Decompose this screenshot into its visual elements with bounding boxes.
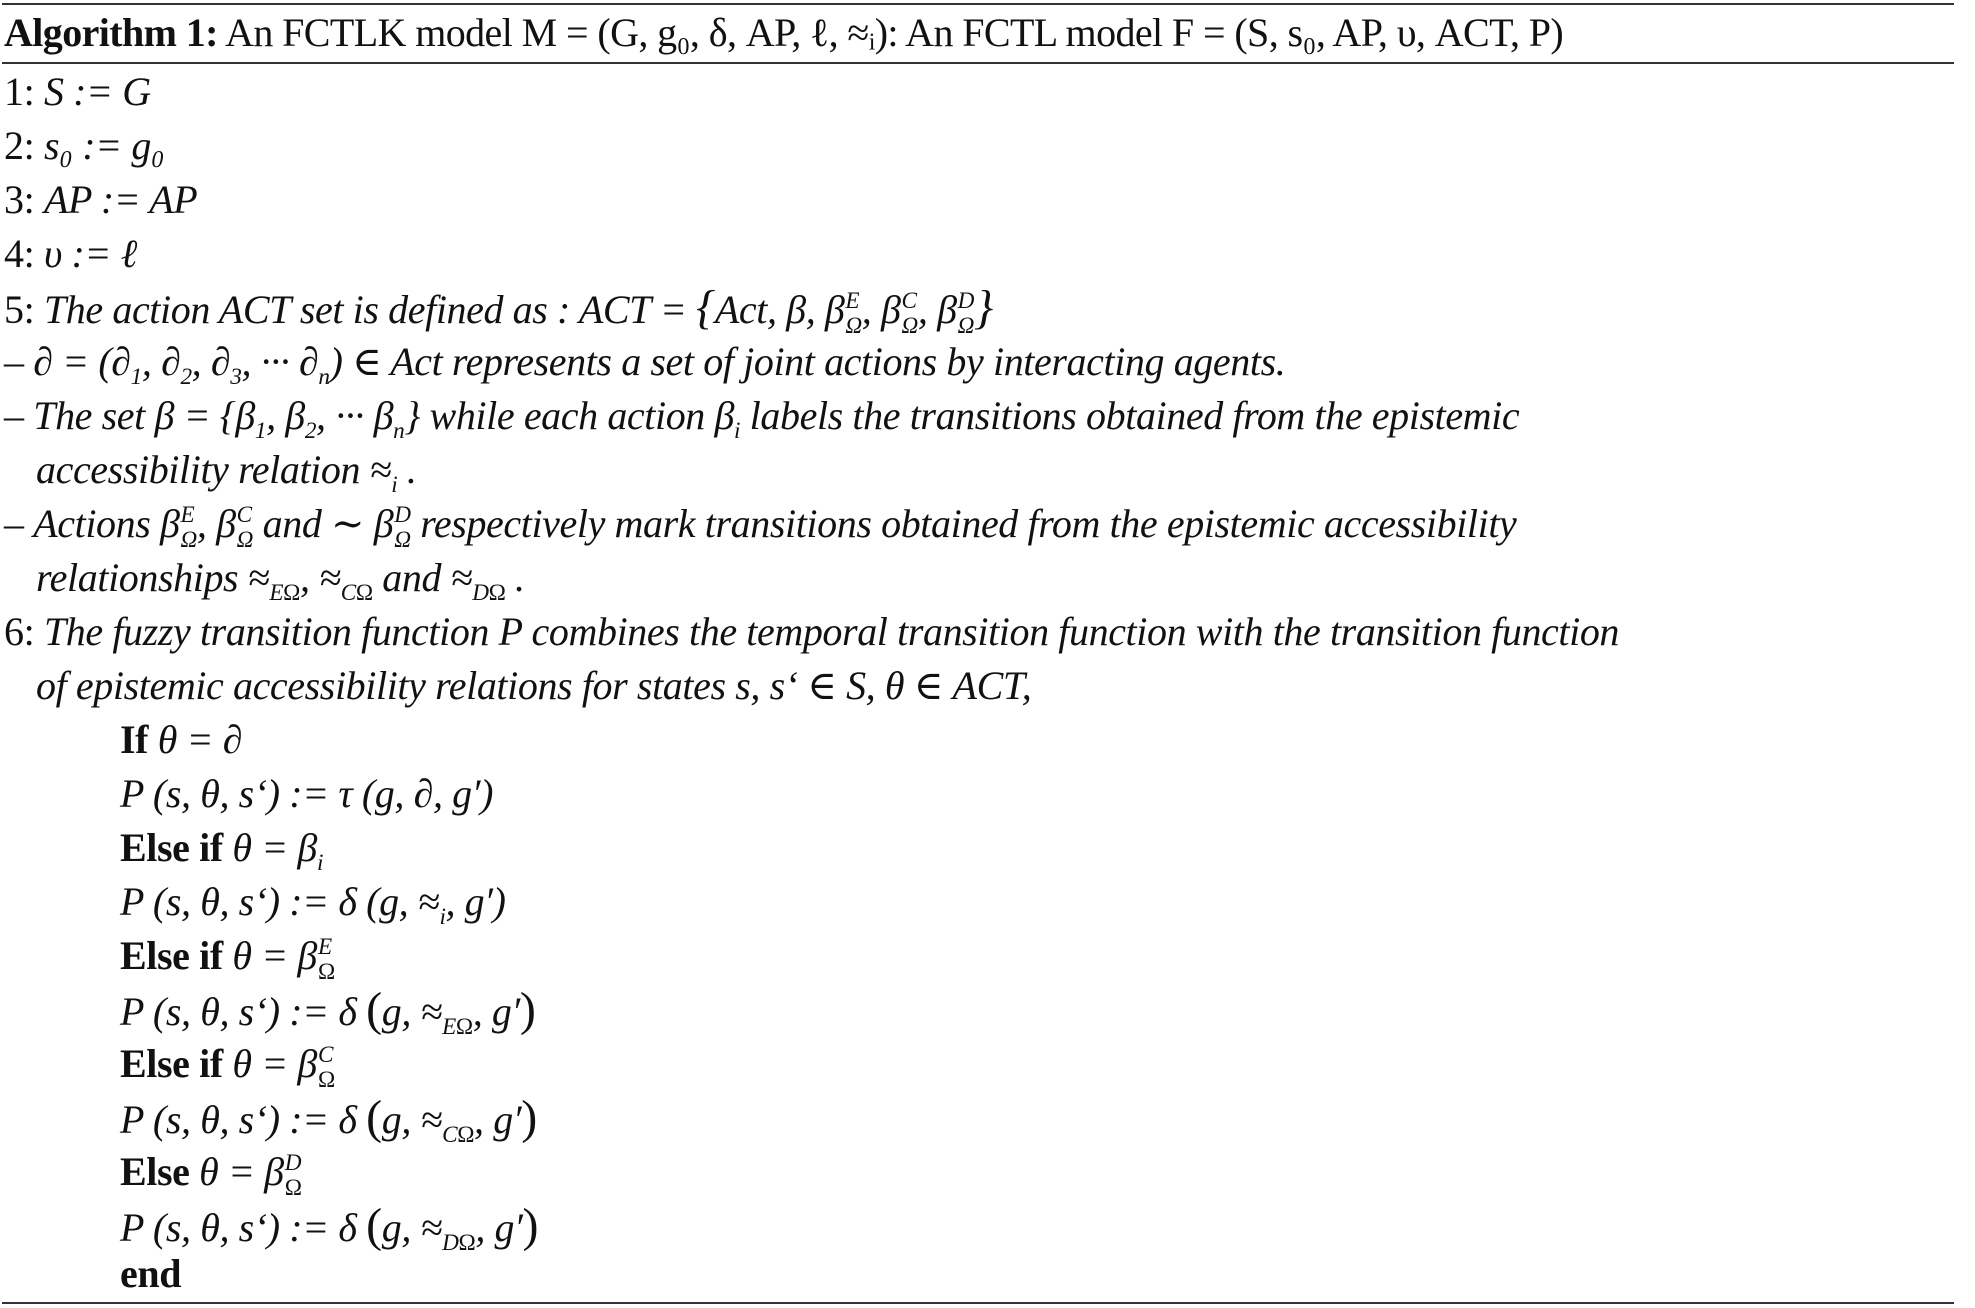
step-text: of epistemic accessibility relations for states s, s‘ ∈ S, θ ∈ ACT, [36,663,1032,708]
branch-condition: θ = β C Ω [232,1041,335,1093]
bullet-text: accessibility relation $\approx_i$ . [36,447,417,498]
keyword-else-if: Else if [120,1041,223,1086]
bullet-beta-set [4,389,1519,443]
top-rule [2,3,1954,5]
bottom-rule [2,1302,1954,1304]
bullet-joint-actions [4,335,1285,389]
step-6-cont [36,659,1031,713]
text-fragment: ) ∈ Act represents a set of joint actions by interacting agents. [329,339,1286,384]
step-1 [4,65,151,119]
step-number: 2: [4,123,35,168]
keyword-else: Else [120,1149,190,1194]
end-line [120,1247,181,1301]
assign-temporal: P (s, θ, s‘) := τ (g, ∂, g′) [120,771,494,816]
text-fragment: ∂ = (∂ [33,339,131,384]
algorithm-header [4,6,1964,60]
bullet-text: ∂ = ($\partial_1$, $\partial_2$, $\partial_3$, ··· $\partial_n$) ∈ Act represents a set of joint actions by interacting agents. [33,339,1286,390]
step-text: AP := AP [43,177,198,222]
assign-beta-i: P (s, θ, s‘) := δ (g, $\approx_i$, g′) [120,879,506,930]
text-fragment: The set β = {β [33,393,255,438]
assign-beta-e: P (s, θ, s‘) := δ (g, $\approx_{E\Omega}$, g′) [120,983,536,1040]
bullet-omega-actions-cont [36,551,525,605]
branch-condition: θ = β E Ω [232,933,335,985]
branch-else-if-beta-e [120,929,335,984]
branch-else-beta-d [120,1145,302,1200]
step-3 [4,173,197,227]
branch-else-if-beta-c [120,1037,335,1092]
step-text: υ := ℓ [43,231,137,276]
text-fragment: } while each action β [404,393,735,438]
branch-if [120,713,242,767]
step-text: s₀ := g₀ [43,123,165,168]
assign-beta-d: P (s, θ, s‘) := δ (g, $\approx_{D\Omega}$, g′) [120,1199,539,1256]
branch-condition: $\theta = \beta_i$ [232,825,323,876]
bullet-dash: – [4,501,24,546]
step-text: The action ACT set is defined as : ACT = {Act, β, β E Ω , β C Ω , β D Ω } [43,281,993,339]
keyword-else-if: Else if [120,825,223,870]
text-fragment: labels the transitions obtained from the epistemic [740,393,1520,438]
text-fragment: Actions β [33,501,180,546]
step-text: S := G [43,69,151,114]
algorithm-label: Algorithm 1: [4,10,218,55]
text-fragment: respectively mark transitions obtained from the epistemic accessibility [410,501,1517,546]
bullet-text: Actions β E Ω , β C Ω and ∼ β D Ω respectively mark transitions obtained from the epistemic accessibility [33,501,1517,553]
bullet-dash: – [4,393,24,438]
branch-else-if-beta-i [120,821,323,875]
step-number: 4: [4,231,35,276]
algorithm-output: An FCTL model F = (S, s₀, AP, υ, ACT, P) [905,10,1564,55]
keyword-else-if: Else if [120,933,223,978]
text-fragment: relationships ≈ [36,555,270,600]
step-number: 1: [4,69,35,114]
algorithm-input: An FCTLK model M = (G, g₀, δ, AP, ℓ, ≈ᵢ): [225,10,898,55]
text-fragment: accessibility relation ≈ [36,447,392,492]
act-definition-text: The action ACT set is defined as : ACT = [43,287,697,332]
bullet-beta-set-cont [36,443,417,497]
bullet-text: The set $\beta = \{\beta_1$, $\beta_2$, ··· $\beta_n$} while each action $\beta_i$ labels the transitions obtained from the epistemic [33,393,1520,444]
branch-condition: θ = β D Ω [199,1149,302,1201]
header-rule [2,62,1954,64]
step-2 [4,119,164,173]
bullet-dash: – [4,339,24,384]
act-set-items: Act, β, β [714,287,845,332]
step-text: The fuzzy transition function P combines the temporal transition function with the transition function [43,609,1620,654]
keyword-if: If [120,717,149,762]
assign-beta-c: P (s, θ, s‘) := δ (g, $\approx_{C\Omega}$, g′) [120,1091,537,1148]
step-4 [4,227,137,281]
bullet-text: relationships $\approx_{E\Omega}$, $\approx_{C\Omega}$ and $\approx_{D\Omega}$ . [36,555,525,606]
step-number: 6: [4,609,35,654]
text-fragment: and ∼ β [253,501,394,546]
keyword-end: end [120,1251,182,1296]
bullet-omega-actions [4,497,1516,552]
text-fragment: and ≈ [372,555,473,600]
step-6 [4,605,1619,659]
step-number: 5: [4,287,35,332]
step-5 [4,281,993,338]
branch-condition: θ = ∂ [157,717,243,762]
step-number: 3: [4,177,35,222]
